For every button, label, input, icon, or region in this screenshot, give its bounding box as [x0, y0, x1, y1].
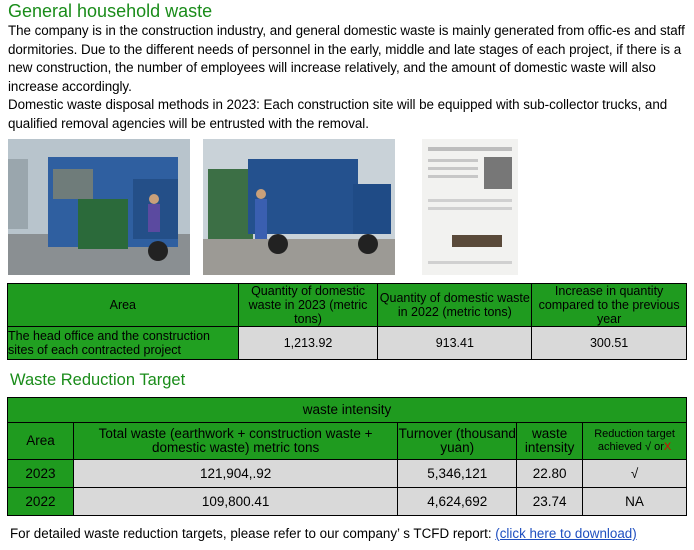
x-mark: X	[663, 441, 672, 453]
header-intensity: waste intensity	[517, 423, 583, 460]
reduction-label: Reduction target achieved √ or	[594, 428, 675, 453]
reduction-2022: NA	[583, 488, 687, 516]
download-link[interactable]: (click here to download)	[495, 526, 637, 541]
header-waste-intensity: waste intensity	[8, 398, 687, 423]
waste-intensity-table	[7, 397, 687, 516]
header-area: Area	[8, 423, 74, 460]
turnover-2022: 4,624,692	[398, 488, 517, 516]
header-total-waste: Total waste (earthwork + construction waste + domestic waste) metric tons	[73, 423, 397, 460]
section-title-waste-reduction: Waste Reduction Target	[10, 371, 186, 389]
garbage-truck-photo-2	[203, 139, 395, 275]
disposal-paragraph: Domestic waste disposal methods in 2023: Each construction site will be equipped with sub-collector trucks, and qualified removal agencies will be entrusted with the removal.	[8, 97, 668, 131]
domestic-waste-table	[7, 283, 687, 360]
header-area: Area	[8, 284, 239, 327]
intensity-2023: 22.80	[517, 460, 583, 488]
footer-note	[10, 525, 637, 543]
year-2022: 2022	[8, 488, 74, 516]
header-increase: Increase in quantity compared to the previous year	[532, 284, 687, 327]
total-waste-2022: 109,800.41	[73, 488, 397, 516]
garbage-truck-photo-1	[8, 139, 190, 275]
header-2023: Quantity of domestic waste in 2023 (metric tons)	[238, 284, 378, 327]
section-title-household-waste: General household waste	[8, 1, 213, 21]
header-2022: Quantity of domestic waste in 2022 (metric tons)	[378, 284, 532, 327]
intensity-2022: 23.74	[517, 488, 583, 516]
cell-increase: 300.51	[532, 327, 687, 360]
header-turnover: Turnover (thousand yuan)	[398, 423, 517, 460]
footer-text: For detailed waste reduction targets, please refer to our company’ s TCFD report:	[10, 526, 496, 541]
total-waste-2023: 121,904,.92	[73, 460, 397, 488]
certificate-document-photo	[422, 139, 518, 275]
check-mark-icon: √	[583, 460, 687, 488]
cell-2022: 913.41	[378, 327, 532, 360]
year-2023: 2023	[8, 460, 74, 488]
turnover-2023: 5,346,121	[398, 460, 517, 488]
header-reduction-target	[583, 423, 687, 460]
cell-area: The head office and the construction sites of each contracted project	[8, 327, 239, 360]
intro-paragraph: The company is in the construction industry, and general domestic waste is mainly generated from offic-es and staff dormitories. Due to the different needs of personnel in the early, middle and late stages of each project, if there is a new construction, the number of employees will increase relatively, and the amount of domestic waste will also increase accordingly.	[8, 23, 685, 94]
cell-2023: 1,213.92	[238, 327, 378, 360]
